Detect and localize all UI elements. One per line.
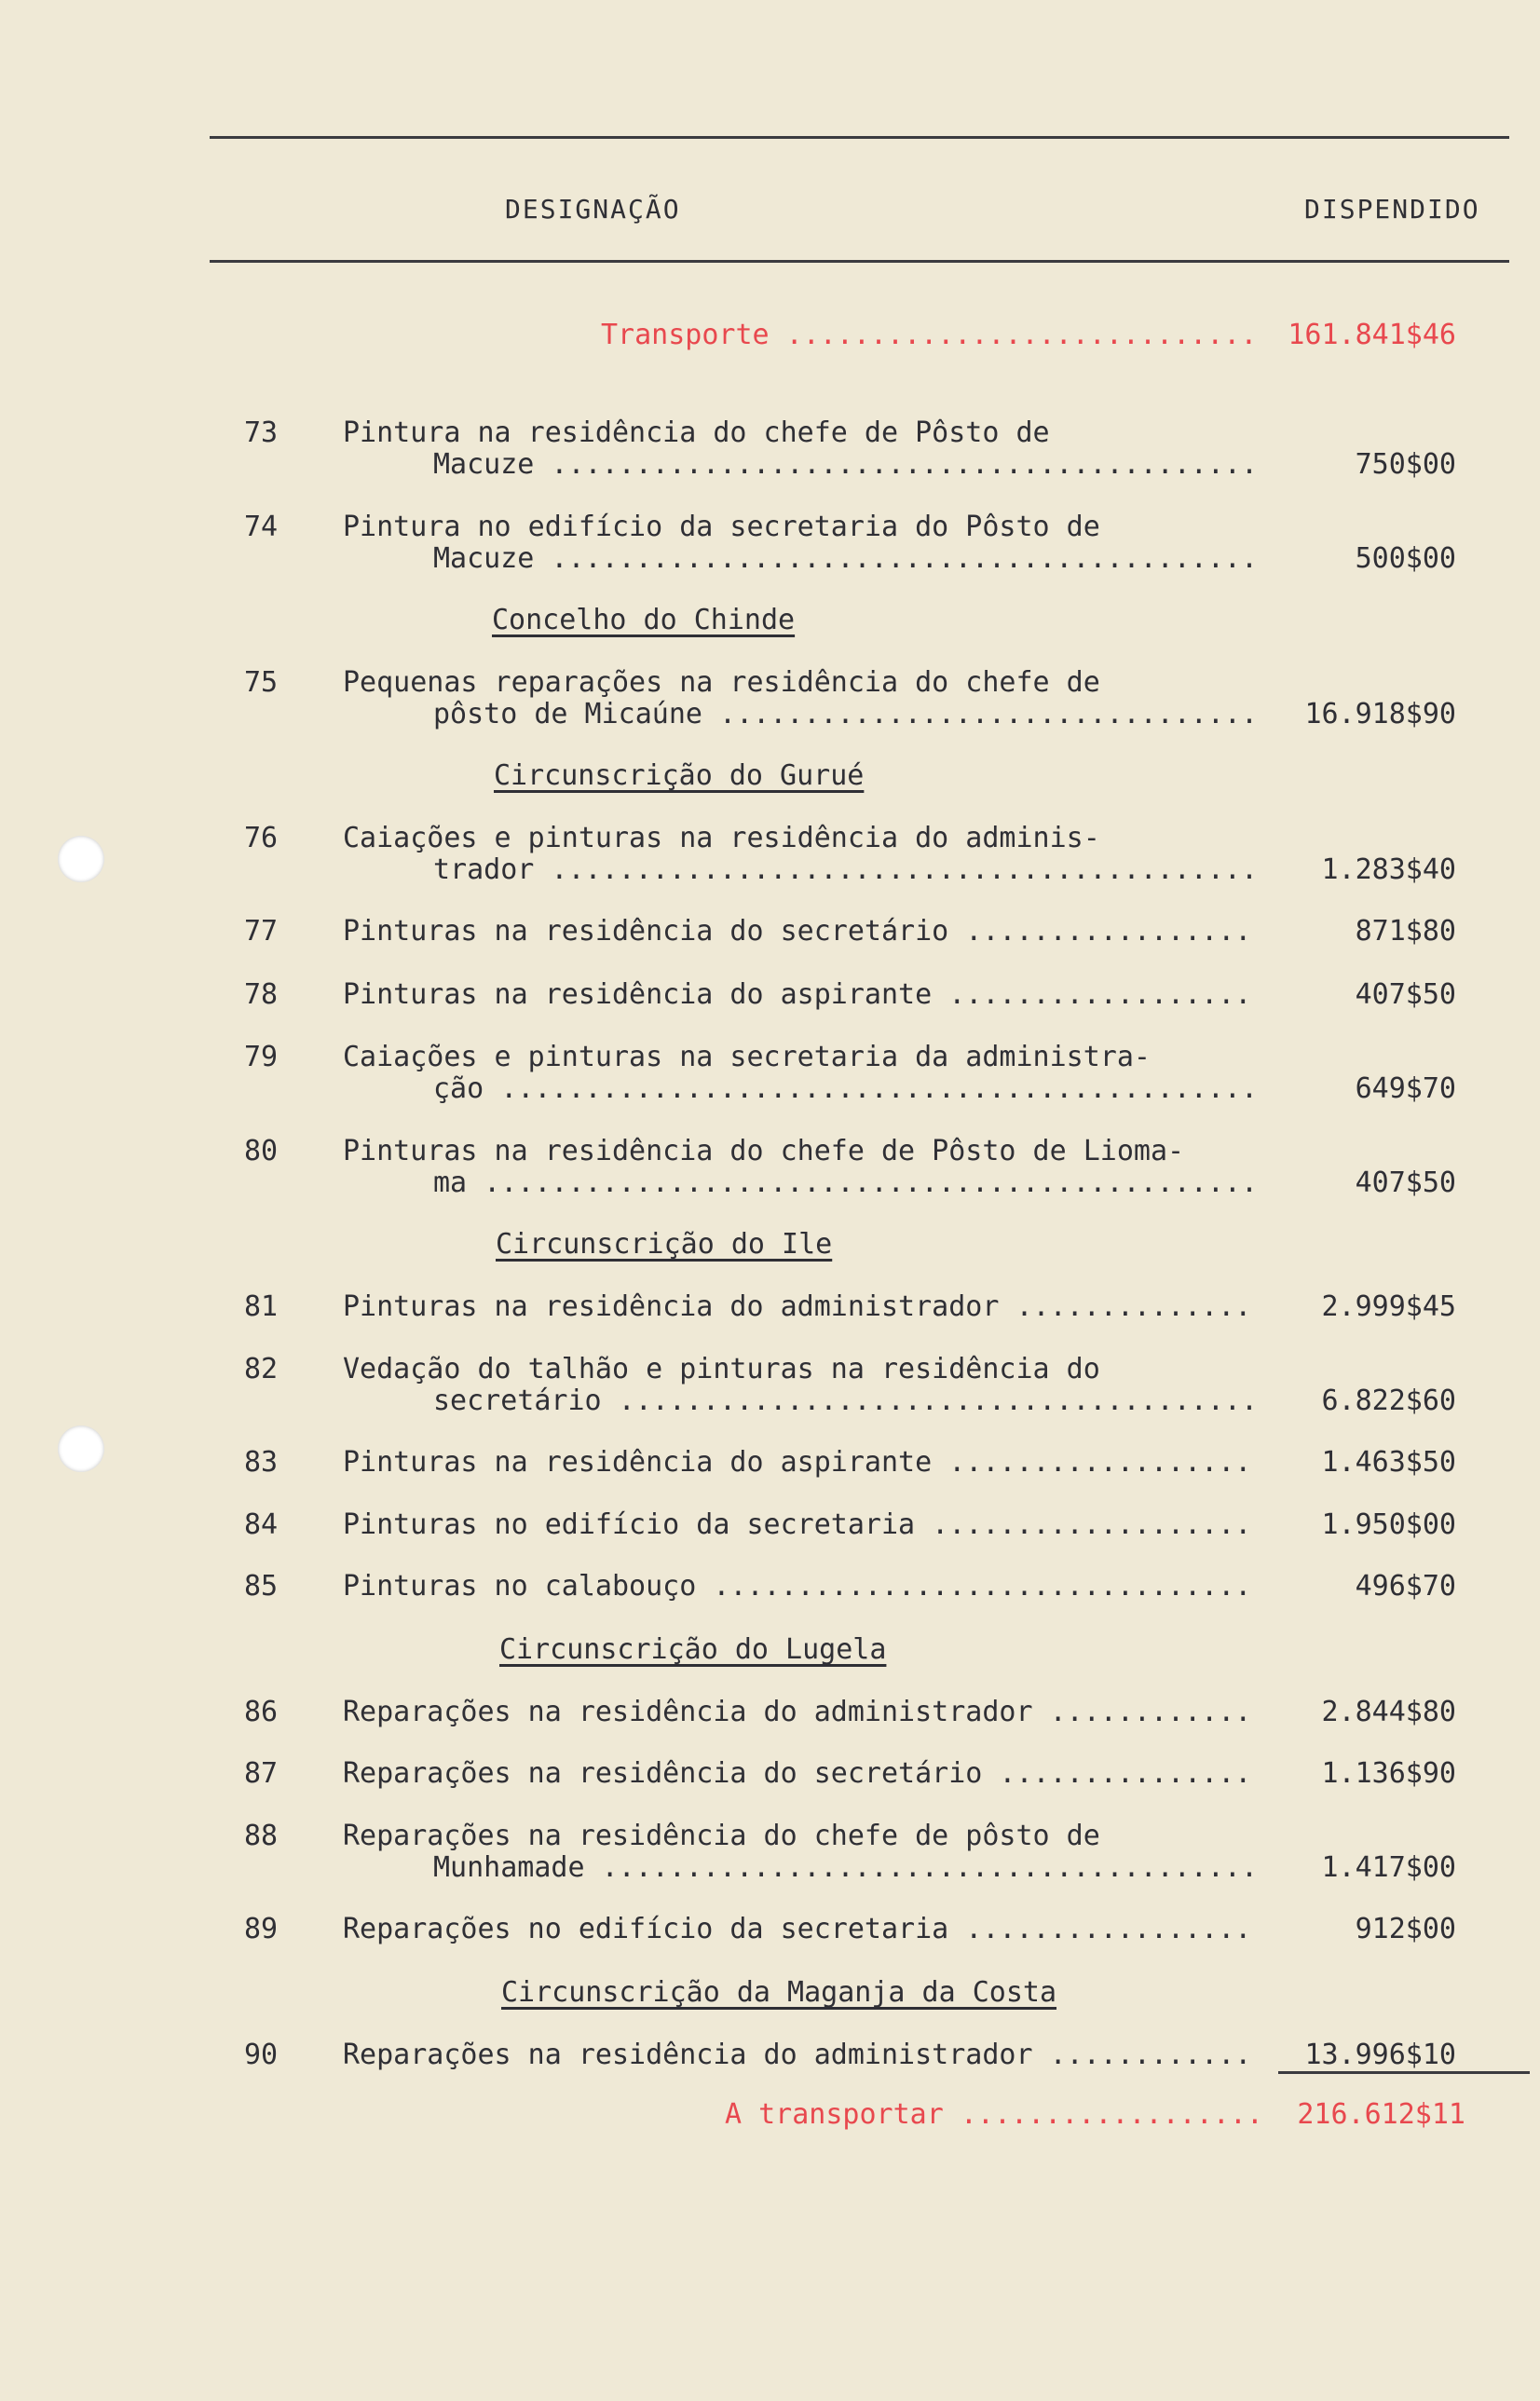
entry-number: 83	[244, 1446, 279, 1479]
entry-amount: 13.996$10	[1304, 2039, 1456, 2071]
entry-description: Vedação do talhão e pinturas na residência do	[343, 1353, 1100, 1385]
entry-description-continued: Macuze .....	[433, 542, 1253, 576]
entry-amount: 407$50	[1355, 978, 1456, 1011]
entry-description: Pintura na residência do chefe de Pôsto de	[343, 416, 1050, 449]
transport-in-amount: 161.841$46	[1288, 319, 1456, 351]
entry-description: Pinturas na residência do secretário .....	[343, 915, 1253, 948]
entry-number: 73	[244, 416, 279, 449]
entry-description-continued: secretário .....	[433, 1385, 1253, 1418]
entry-description: Pinturas no edifício da secretaria .....	[343, 1508, 1253, 1542]
column-header-designation: DESIGNAÇÃO	[505, 194, 681, 225]
punch-hole	[58, 836, 104, 882]
entry-amount: 1.950$00	[1321, 1508, 1456, 1541]
entry-number: 82	[244, 1353, 279, 1385]
entry-description: Pequenas reparações na residência do chefe de	[343, 666, 1100, 699]
entry-number: 88	[244, 1820, 279, 1852]
transport-in-label: Transporte .....	[601, 319, 1253, 352]
entry-description-continued: trador .....	[433, 853, 1253, 887]
entry-number: 89	[244, 1913, 279, 1945]
entry-number: 84	[244, 1508, 279, 1541]
entry-amount: 750$00	[1355, 448, 1456, 481]
entry-amount: 407$50	[1355, 1166, 1456, 1199]
header-rule	[210, 260, 1509, 263]
entry-description: Pinturas no calabouço .....	[343, 1570, 1253, 1603]
transport-out-label: A transportar .....	[725, 2098, 1258, 2132]
entry-number: 75	[244, 666, 279, 699]
section-heading: Circunscrição da Maganja da Costa	[501, 1976, 1057, 2009]
entry-description: Caiações e pinturas na residência do adminis-	[343, 822, 1100, 854]
entry-amount: 1.136$90	[1321, 1757, 1456, 1790]
entry-description: Reparações na residência do administrador .....	[343, 2039, 1253, 2072]
entry-amount: 871$80	[1355, 915, 1456, 948]
entry-number: 80	[244, 1135, 279, 1167]
entry-amount: 2.999$45	[1321, 1290, 1456, 1323]
entry-amount: 912$00	[1355, 1913, 1456, 1945]
total-underline	[1278, 2071, 1530, 2074]
entry-description: Pinturas na residência do administrador .....	[343, 1290, 1253, 1324]
entry-number: 76	[244, 822, 279, 854]
entry-description-continued: pôsto de Micaúne .....	[433, 698, 1253, 731]
entry-amount: 2.844$80	[1321, 1696, 1456, 1728]
entry-number: 81	[244, 1290, 279, 1323]
entry-description: Reparações na residência do secretário .....	[343, 1757, 1253, 1791]
section-heading: Concelho do Chinde	[492, 604, 796, 636]
entry-amount: 496$70	[1355, 1570, 1456, 1603]
entry-description: Reparações na residência do chefe de pôsto de	[343, 1820, 1100, 1852]
entry-number: 85	[244, 1570, 279, 1603]
top-rule	[210, 136, 1509, 139]
entry-number: 74	[244, 511, 279, 543]
entry-description: Pinturas na residência do aspirante .....	[343, 978, 1253, 1012]
entry-description-continued: Macuze .....	[433, 448, 1253, 482]
entry-number: 79	[244, 1041, 279, 1073]
entry-description: Reparações no edifício da secretaria .....	[343, 1913, 1253, 1946]
entry-amount: 649$70	[1355, 1072, 1456, 1105]
section-heading: Circunscrição do Gurué	[494, 759, 865, 792]
section-heading: Circunscrição do Lugela	[499, 1633, 887, 1666]
entry-description: Pintura no edifício da secretaria do Pôsto de	[343, 511, 1100, 543]
entry-number: 87	[244, 1757, 279, 1790]
entry-description-continued: ção .....	[433, 1072, 1253, 1106]
entry-description: Reparações na residência do administrador .....	[343, 1696, 1253, 1729]
entry-amount: 1.463$50	[1321, 1446, 1456, 1479]
entry-number: 90	[244, 2039, 279, 2071]
entry-amount: 1.417$00	[1321, 1851, 1456, 1884]
entry-amount: 6.822$60	[1321, 1385, 1456, 1417]
entry-description-continued: Munhamade .....	[433, 1851, 1253, 1885]
section-heading: Circunscrição do Ile	[496, 1228, 833, 1261]
entry-number: 86	[244, 1696, 279, 1728]
punch-hole	[58, 1426, 104, 1472]
entry-amount: 1.283$40	[1321, 853, 1456, 886]
entry-number: 77	[244, 915, 279, 948]
entry-description: Pinturas na residência do aspirante .....	[343, 1446, 1253, 1480]
entry-amount: 500$00	[1355, 542, 1456, 575]
entry-description: Pinturas na residência do chefe de Pôsto de Lioma-	[343, 1135, 1185, 1167]
column-header-spent: DISPENDIDO	[1304, 194, 1480, 225]
entry-description-continued: ma .....	[433, 1166, 1253, 1200]
entry-amount: 16.918$90	[1304, 698, 1456, 730]
entry-description: Caiações e pinturas na secretaria da administra-	[343, 1041, 1151, 1073]
entry-number: 78	[244, 978, 279, 1011]
transport-out-amount: 216.612$11	[1297, 2098, 1465, 2131]
